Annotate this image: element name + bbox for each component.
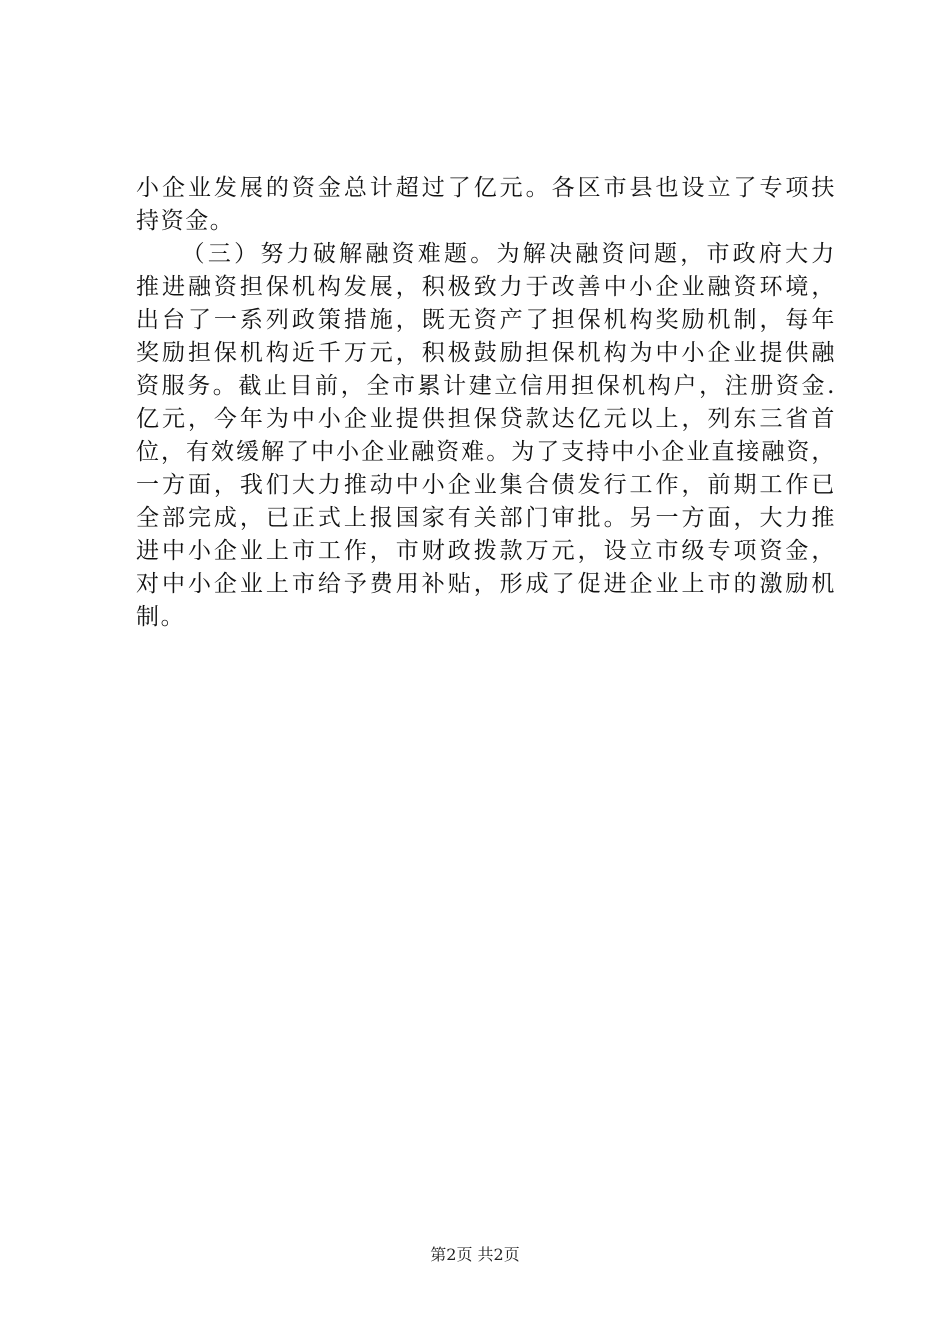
text-line: 制。	[136, 604, 186, 630]
text-line: 位，有效缓解了中小企业融资难。为了支持中小企业直接融资，	[136, 439, 836, 465]
text-line: 对中小企业上市给予费用补贴，形成了促进企业上市的激励机	[136, 571, 836, 597]
text-line: 亿元，今年为中小企业提供担保贷款达亿元以上，列东三省首	[136, 406, 836, 432]
text-line: 奖励担保机构近千万元，积极鼓励担保机构为中小企业提供融	[136, 340, 836, 366]
text-line: 资服务。截止目前，全市累计建立信用担保机构户，注册资金.	[136, 373, 836, 399]
body-text	[136, 172, 836, 634]
text-line: 推进融资担保机构发展，积极致力于改善中小企业融资环境，	[136, 274, 836, 300]
text-line: 小企业发展的资金总计超过了亿元。各区市县也设立了专项扶	[136, 175, 836, 201]
text-line	[136, 238, 836, 271]
text-line: 出台了一系列政策措施，既无资产了担保机构奖励机制，每年	[136, 307, 836, 333]
paragraph-heading-line: （三）努力破解融资难题。为解决融资问题，市政府大力	[180, 241, 836, 267]
page-number-footer: 第2页 共2页	[430, 1245, 520, 1264]
text-line: 全部完成，已正式上报国家有关部门审批。另一方面，大力推	[136, 505, 836, 531]
text-line: 进中小企业上市工作，市财政拨款万元，设立市级专项资金，	[136, 538, 836, 564]
text-line: 一方面，我们大力推动中小企业集合债发行工作，前期工作已	[136, 472, 836, 498]
text-line: 持资金。	[136, 208, 235, 234]
